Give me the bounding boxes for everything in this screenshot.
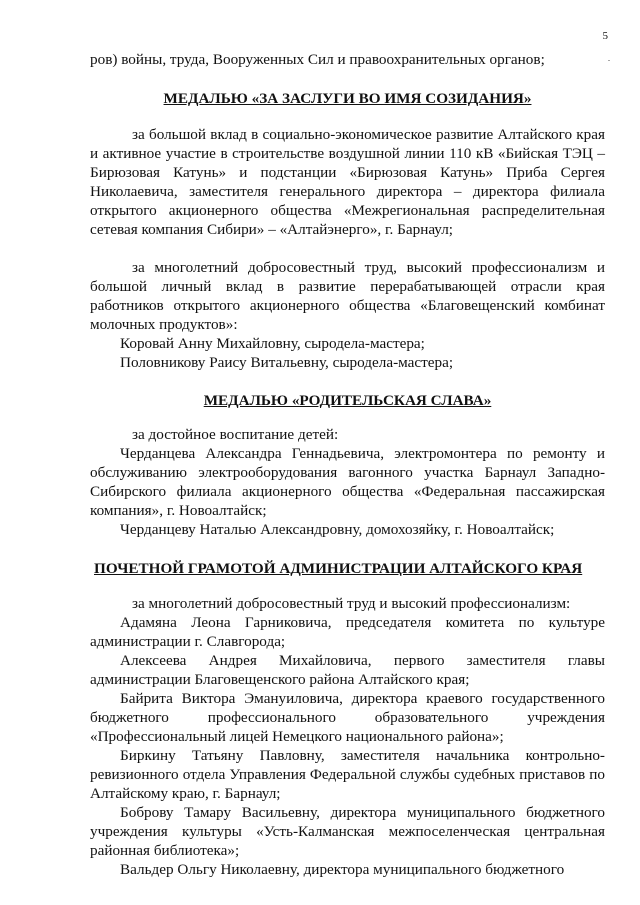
award-person: Черданцеву Наталью Александровну, домохозяйку, г. Новоалтайск; (120, 521, 555, 538)
award-name: Половникову Раису Витальевну, сыродела-мастера; (120, 354, 454, 371)
award-person: Байрита Виктора Эмануиловича, директора краевого государственного бюджетного профессионального образовательного учреждения «Профессиональный лицей Немецкого национального района»; (90, 690, 605, 745)
award-paragraph: за большой вклад в социально-экономическое развитие Алтайского края и активное участие в строительстве воздушной линии 110 кВ «Бийская ТЭЦ – Бирюзовая Катунь» и подстанции «Бирюзовая Катунь» Приба Сергея Николаевича, заместителя генерального директора – директора филиала открытого акционерного общества «Межрегиональная распределительная сетевая компания Сибири» – «Алтайэнерго», г. Барнаул; (90, 126, 605, 238)
section-heading-honorary-diploma: ПОЧЕТНОЙ ГРАМОТОЙ АДМИНИСТРАЦИИ АЛТАЙСКОГО КРАЯ (94, 560, 583, 577)
award-intro: за многолетний добросовестный труд и высокий профессионализм: (132, 595, 571, 612)
continuation-text: ров) войны, труда, Вооруженных Сил и правоохранительных органов; (90, 51, 545, 68)
award-intro: за достойное воспитание детей: (132, 426, 339, 443)
award-person: Адамяна Леона Гарниковича, председателя комитета по культуре администрации г. Славгорода; (90, 614, 605, 650)
corner-mark: . (608, 54, 610, 63)
page-number: 5 (602, 30, 608, 42)
section-heading-parental-glory: МЕДАЛЬЮ «РОДИТЕЛЬСКАЯ СЛАВА» (203, 392, 492, 409)
award-person: Черданцева Александра Геннадьевича, электромонтера по ремонту и обслуживанию электрооборудования вагонного участка Барнаул Западно-Сибирского филиала акционерного общества «Федеральная пассажирская компания», г. Новоалтайск; (90, 445, 605, 519)
award-person: Вальдер Ольгу Николаевну, директора муниципального бюджетного (120, 861, 565, 878)
award-person: Алексеева Андрея Михайловича, первого заместителя главы администрации Благовещенского района Алтайского края; (90, 652, 605, 688)
award-person: Биркину Татьяну Павловну, заместителя начальника контрольно-ревизионного отдела Управления Федеральной службы судебных приставов по Алтайскому краю, г. Барнаул; (90, 747, 605, 802)
award-name: Коровай Анну Михайловну, сыродела-мастера; (120, 335, 425, 352)
section-heading-creation-medal: МЕДАЛЬЮ «ЗА ЗАСЛУГИ ВО ИМЯ СОЗИДАНИЯ» (163, 90, 532, 107)
award-person: Боброву Тамару Васильевну, директора муниципального бюджетного учреждения культуры «Усть-Калманская межпоселенческая центральная районная библиотека»; (90, 804, 605, 859)
award-paragraph: за многолетний добросовестный труд, высокий профессионализм и большой личный вклад в развитие перерабатывающей отрасли края работников открытого акционерного общества «Благовещенский комбинат молочных продуктов»: (90, 259, 605, 333)
document-body (90, 50, 605, 879)
